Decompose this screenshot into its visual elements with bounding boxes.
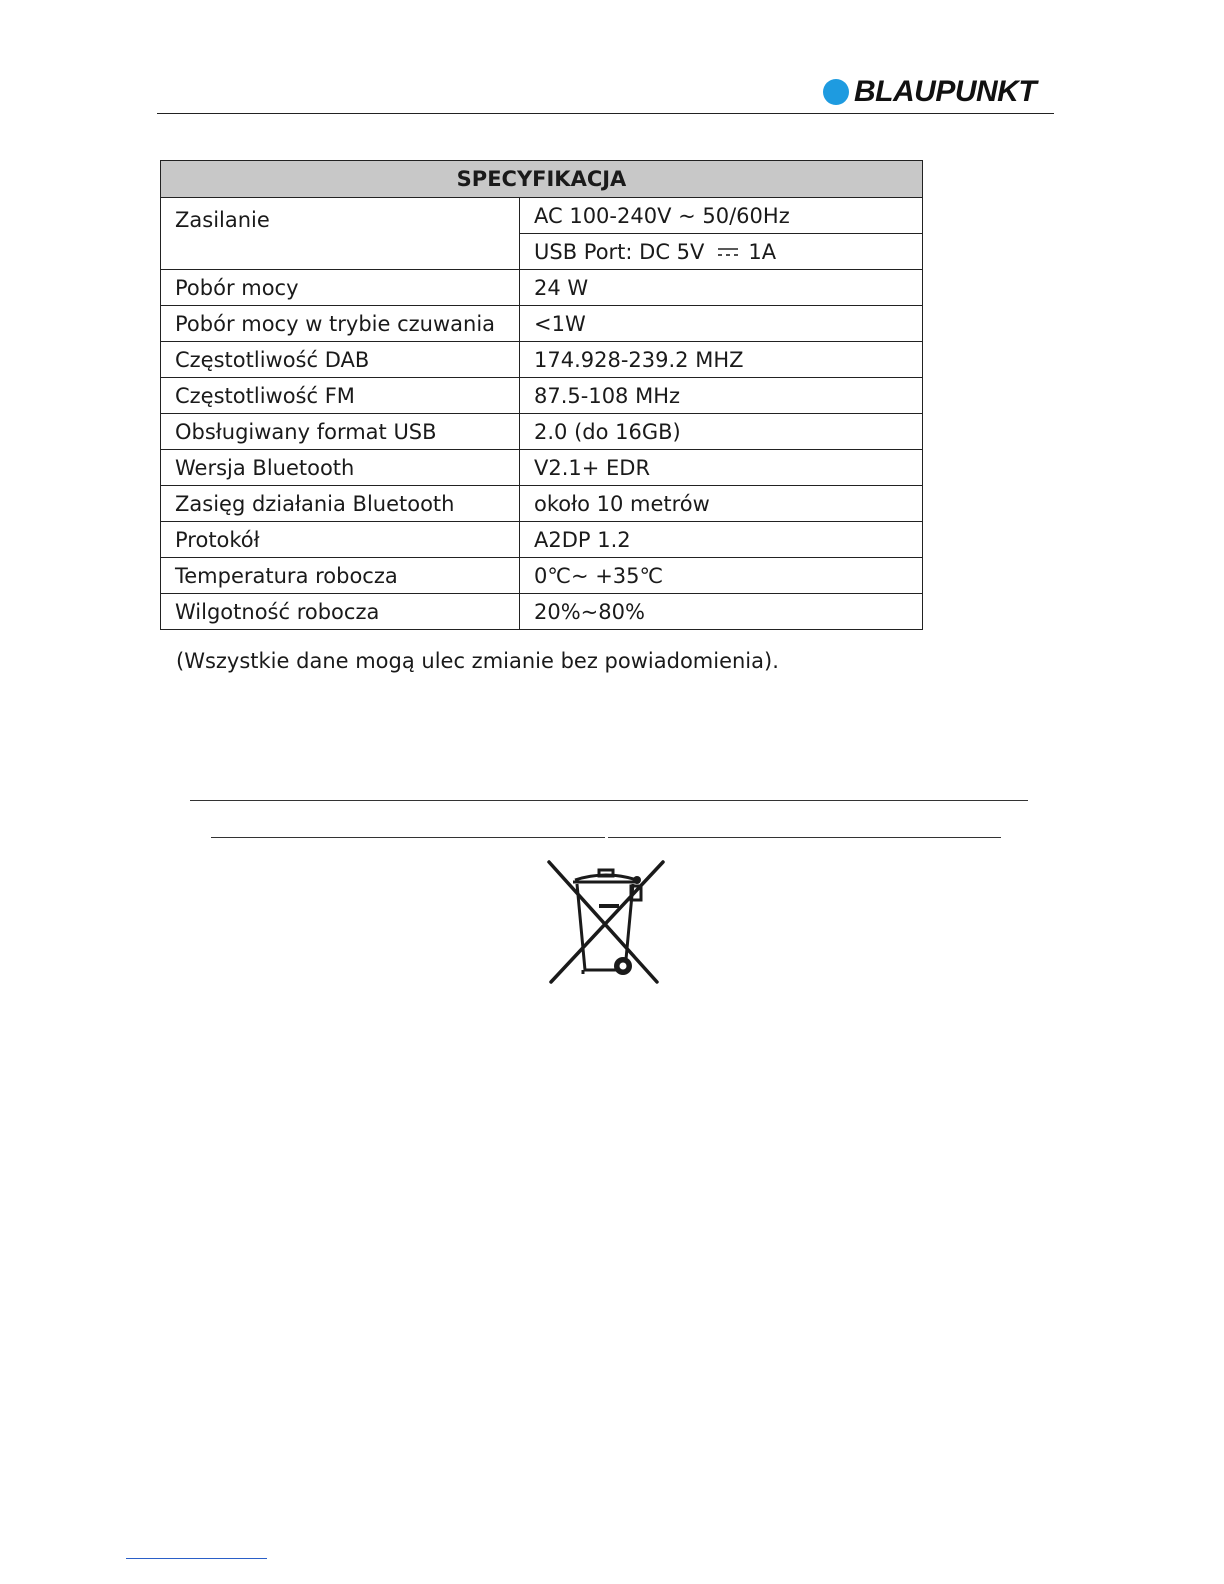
disclaimer-note: (Wszystkie dane mogą ulec zmianie bez powiadomienia). (176, 649, 779, 673)
row-label: Pobór mocy (161, 270, 520, 306)
table-row (161, 522, 923, 558)
table-row (161, 450, 923, 486)
table-row (161, 378, 923, 414)
row-label: Temperatura robocza (161, 558, 520, 594)
table-row (161, 306, 923, 342)
row-value: 87.5-108 MHz (520, 378, 923, 414)
row-value: 2.0 (do 16GB) (520, 414, 923, 450)
row-value-power-usb (520, 234, 923, 270)
usb-port-current: 1A (748, 239, 777, 264)
row-value-power-ac: AC 100-240V ~ 50/60Hz (520, 198, 923, 234)
table-row (161, 594, 923, 630)
footer-link-underline (126, 1558, 267, 1559)
row-value: <1W (520, 306, 923, 342)
table-row (161, 486, 923, 522)
row-value: A2DP 1.2 (520, 522, 923, 558)
row-value: 0℃~ +35℃ (520, 558, 923, 594)
row-label: Wersja Bluetooth (161, 450, 520, 486)
brand-name: BLAUPUNKT (854, 75, 1037, 108)
row-value: 174.928-239.2 MHZ (520, 342, 923, 378)
row-label-power: Zasilanie (161, 198, 520, 270)
table-row (161, 414, 923, 450)
table-row (161, 342, 923, 378)
direct-current-symbol-icon (718, 247, 738, 257)
row-label: Częstotliwość FM (161, 378, 520, 414)
usb-port-prefix: USB Port: DC 5V (534, 239, 705, 264)
brand-logo (823, 76, 1036, 108)
row-value: V2.1+ EDR (520, 450, 923, 486)
row-value: 20%~80% (520, 594, 923, 630)
table-title: SPECYFIKACJA (161, 161, 923, 198)
crossed-out-wheelie-bin-icon (545, 858, 667, 986)
section-divider-right (608, 837, 1001, 838)
table-row (161, 198, 923, 234)
row-value: 24 W (520, 270, 923, 306)
row-value: około 10 metrów (520, 486, 923, 522)
row-label: Protokół (161, 522, 520, 558)
header-divider (157, 113, 1054, 114)
table-row (161, 558, 923, 594)
section-divider (190, 800, 1028, 801)
section-divider-left (211, 837, 605, 838)
table-title-row (161, 161, 923, 198)
row-label: Wilgotność robocza (161, 594, 520, 630)
brand-dot-icon (823, 79, 849, 105)
table-row (161, 270, 923, 306)
row-label: Obsługiwany format USB (161, 414, 520, 450)
row-label: Zasięg działania Bluetooth (161, 486, 520, 522)
row-label: Częstotliwość DAB (161, 342, 520, 378)
row-label: Pobór mocy w trybie czuwania (161, 306, 520, 342)
specification-table (160, 160, 923, 630)
